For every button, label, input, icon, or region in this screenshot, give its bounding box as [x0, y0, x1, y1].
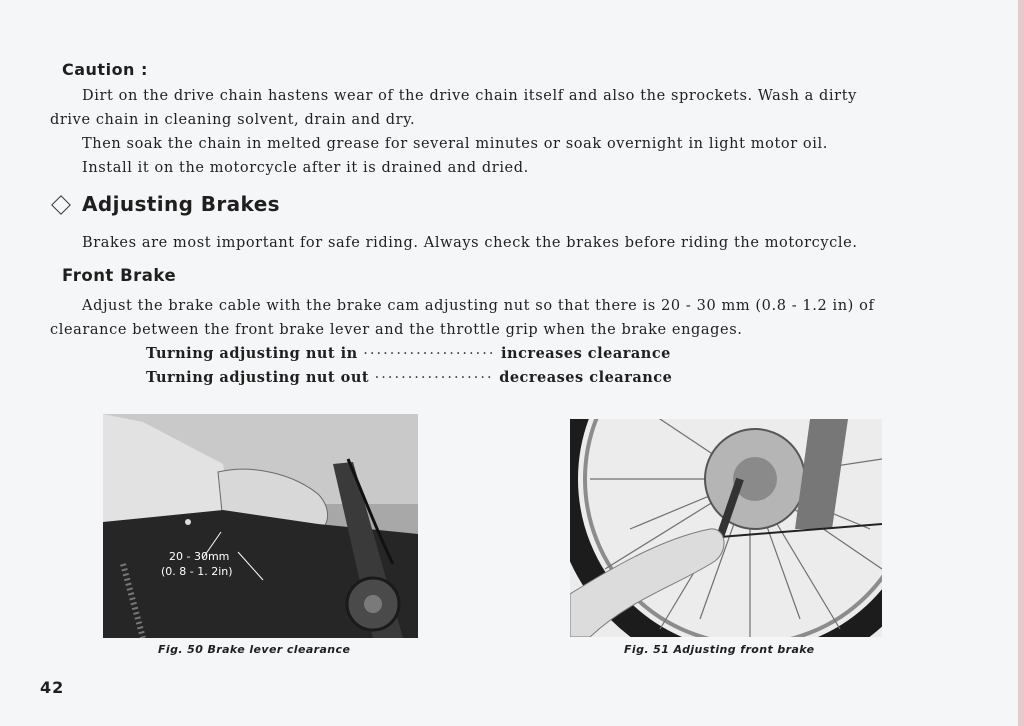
figure-50-photo: [103, 414, 418, 638]
diamond-bullet-icon: [51, 195, 71, 215]
rule-result: increases clearance: [501, 345, 671, 362]
leader-dots: ····················: [363, 346, 496, 362]
figure-51-caption: Fig. 51 Adjusting front brake: [624, 643, 815, 656]
caution-line-3: Then soak the chain in melted grease for several minutes or soak overnight in light motor oil.: [82, 136, 828, 152]
figure-50-caption: Fig. 50 Brake lever clearance: [158, 643, 351, 656]
caution-line-1: Dirt on the drive chain hastens wear of the drive chain itself and also the sprockets. Wash a dirty: [82, 88, 857, 104]
front-brake-line-1: Adjust the brake cable with the brake cam adjusting nut so that there is 20 - 30 mm (0.8 - 1.2 in) of: [82, 298, 875, 314]
page-edge: [1018, 0, 1024, 726]
front-brake-heading: Front Brake: [62, 266, 177, 285]
front-brake-line-2: clearance between the front brake lever and the throttle grip when the brake engages.: [50, 322, 743, 338]
rule-action: Turning adjusting nut out: [146, 369, 370, 386]
section-title: Adjusting Brakes: [82, 192, 280, 216]
clearance-label-in: (0. 8 - 1. 2in): [161, 565, 233, 578]
figure-51-photo: [570, 419, 882, 637]
page-number: 42: [40, 678, 65, 697]
caution-line-2: drive chain in cleaning solvent, drain and dry.: [50, 112, 416, 128]
clearance-label-mm: 20 - 30mm: [169, 550, 230, 563]
caution-heading: Caution :: [62, 60, 148, 79]
rule-row-out: [146, 369, 672, 386]
caution-line-4: Install it on the motorcycle after it is drained and dried.: [82, 160, 529, 176]
rule-row-in: [146, 345, 671, 362]
rule-action: Turning adjusting nut in: [146, 345, 358, 362]
rule-result: decreases clearance: [499, 369, 673, 386]
brake-lever-photo-illustration: [103, 414, 418, 638]
leader-dots: ··················: [374, 370, 494, 386]
section-intro: Brakes are most important for safe riding. Always check the brakes before riding the motorcycle.: [82, 235, 858, 251]
front-wheel-photo-illustration: [570, 419, 882, 637]
